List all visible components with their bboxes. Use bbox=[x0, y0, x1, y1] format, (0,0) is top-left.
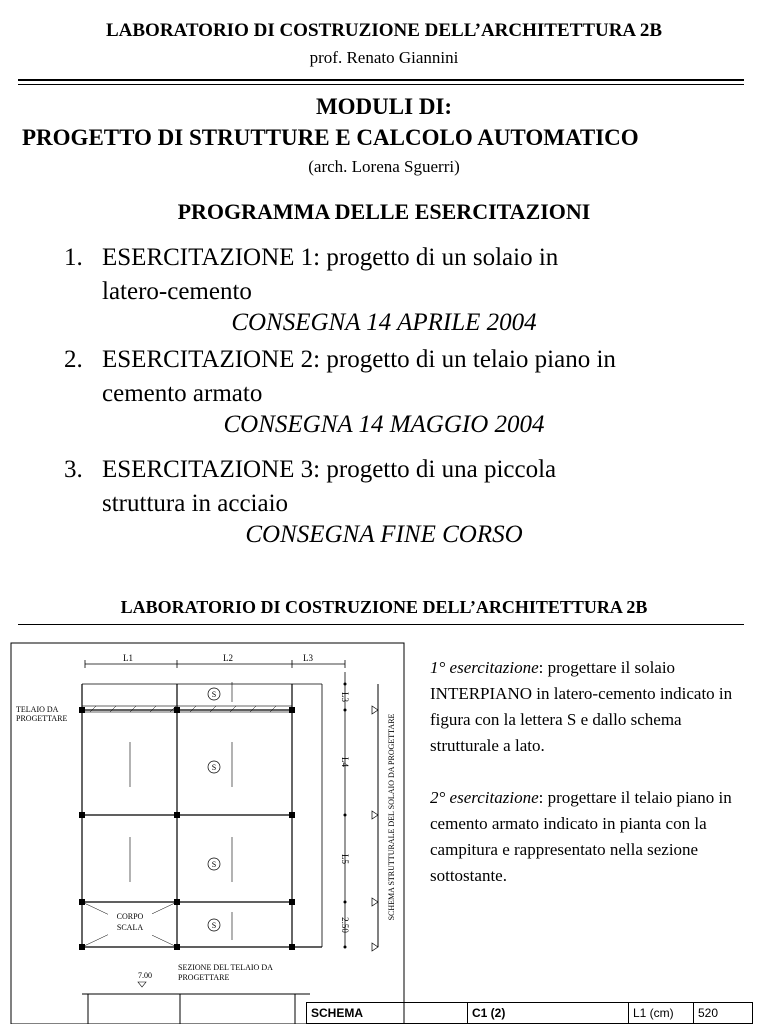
dim-l3-right: L3 bbox=[340, 692, 350, 702]
direction-arrows bbox=[130, 682, 232, 940]
item-3-line2: struttura in acciaio bbox=[102, 490, 289, 517]
support-symbols bbox=[372, 706, 378, 951]
schema-cell: SCHEMA bbox=[307, 1003, 468, 1024]
item-3-due: CONSEGNA FINE CORSO bbox=[245, 521, 523, 548]
telaio-label-2: PROGETTARE bbox=[16, 714, 68, 723]
item-2-line1: : progetto di un telaio piano in bbox=[313, 346, 616, 373]
programma-title: PROGRAMMA DELLE ESERCITAZIONI bbox=[177, 199, 591, 224]
exercise-2-description bbox=[430, 785, 750, 889]
corpo-scala-1: CORPO bbox=[116, 912, 144, 921]
corpo-scala-2: SCALA bbox=[116, 923, 144, 932]
item-1-line2: latero-cemento bbox=[102, 278, 252, 305]
professor-name: prof. Renato Giannini bbox=[309, 48, 459, 67]
item-2-number: 2. bbox=[64, 346, 83, 373]
dim-250: 2.50 bbox=[340, 917, 350, 933]
svg-text:S: S bbox=[211, 690, 217, 699]
telaio-hatch bbox=[82, 706, 292, 712]
exercise-1-description bbox=[430, 655, 750, 759]
dim-l5: L5 bbox=[340, 854, 350, 864]
item-2-due: CONSEGNA 14 MAGGIO 2004 bbox=[223, 411, 545, 438]
modules-author: (arch. Lorena Sguerri) bbox=[308, 157, 460, 176]
item-1-number: 1. bbox=[64, 244, 83, 271]
sezione-label-2: PROGETTARE bbox=[178, 973, 230, 982]
item-3-line1: : progetto di una piccola bbox=[313, 456, 557, 483]
item-3-head: ESERCITAZIONE 3 bbox=[102, 456, 314, 483]
svg-text:S: S bbox=[211, 921, 217, 930]
second-lab-title: LABORATORIO DI COSTRUZIONE DELL’ARCHITETTURA 2B bbox=[120, 597, 648, 617]
item-2-head: ESERCITAZIONE 2 bbox=[102, 346, 314, 373]
item-3-number: 3. bbox=[64, 456, 83, 483]
schema-value-cell: C1 (2) bbox=[468, 1003, 629, 1024]
second-header-divider bbox=[18, 624, 744, 625]
exercise-1-text: : progettare il solaio INTERPIANO in latero-cemento indicato in figura con la lettera S e dallo schema strutturale a lato. bbox=[430, 658, 733, 755]
l1-label-cell: L1 (cm) bbox=[629, 1003, 694, 1024]
item-2-line2: cemento armato bbox=[102, 380, 263, 407]
item-1-text bbox=[102, 241, 722, 275]
level-mark: 7.00 bbox=[138, 971, 152, 980]
item-3-text bbox=[102, 453, 722, 487]
exercise-2-label: 2° esercitazione bbox=[430, 788, 539, 807]
exercise-1-label: 1° esercitazione bbox=[430, 658, 539, 677]
modules-title: MODULI DI: bbox=[315, 94, 453, 119]
telaio-label-1: TELAIO DA bbox=[16, 705, 59, 714]
exercise-2-text: : progettare il telaio piano in cemento armato indicato in pianta con la campitura e rappresentato nella sezione sottostante. bbox=[430, 788, 732, 885]
sezione-label-1: SEZIONE DEL TELAIO DA bbox=[178, 963, 273, 972]
item-1-head: ESERCITAZIONE 1 bbox=[102, 244, 314, 271]
schema-table bbox=[306, 1002, 753, 1024]
structural-plan-drawing bbox=[10, 642, 405, 1024]
item-2-text bbox=[102, 343, 742, 377]
schema-vertical-label: SCHEMA STRUTTURALE DEL SOLAIO DA PROGETTARE bbox=[387, 713, 396, 921]
slab-marks bbox=[208, 688, 220, 931]
svg-text:S: S bbox=[211, 860, 217, 869]
item-1-line1: : progetto di un solaio in bbox=[313, 244, 559, 271]
l1-value-cell: 520 bbox=[694, 1003, 753, 1024]
dim-l2: L2 bbox=[223, 653, 233, 663]
svg-text:S: S bbox=[211, 763, 217, 772]
table-row bbox=[307, 1003, 753, 1024]
dim-l1: L1 bbox=[123, 653, 133, 663]
lab-title: LABORATORIO DI COSTRUZIONE DELL’ARCHITETTURA 2B bbox=[105, 20, 663, 41]
dim-l4: L4 bbox=[340, 757, 350, 767]
header-divider-thin bbox=[18, 84, 744, 85]
item-1-due: CONSEGNA 14 APRILE 2004 bbox=[231, 309, 537, 336]
modules-subtitle: PROGETTO DI STRUTTURE E CALCOLO AUTOMATICO bbox=[22, 125, 639, 150]
dim-l3-top: L3 bbox=[303, 653, 313, 663]
header-divider bbox=[18, 79, 744, 81]
